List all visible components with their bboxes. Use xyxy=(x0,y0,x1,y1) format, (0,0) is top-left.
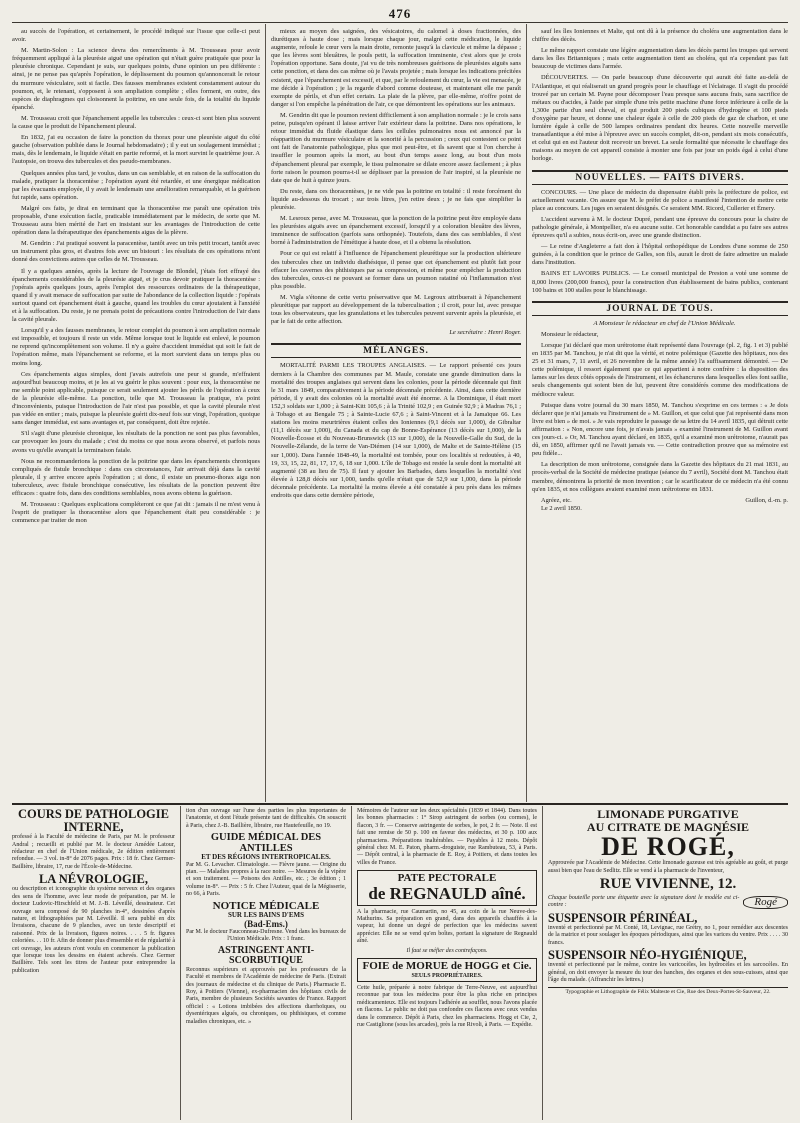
ad-text: Par M. le docteur Fauconneau-Dufresne. Vend dans les bureaux de l'Union Médicale. Prix : 1 franc. xyxy=(186,928,347,943)
ad-box-regnauld xyxy=(357,870,537,905)
ad-text: A la pharmacie, rue Caumartin, no 45, au coin de la rue Neuve-des-Mathurins. Sa préparation en grand, dans des appareils chauffés à la vapeur, lui donne un degré de perfection que les médecins savent apprécier. Elle ne se vend qu'en boîtes, portant la signature de Regnauld aîné. xyxy=(357,908,537,945)
letter-signer: Guillon, d.-m. p. xyxy=(745,496,788,504)
ad-title-cours: COURS DE PATHOLOGIE INTERNE, xyxy=(18,807,169,835)
ad-title-notice: NOTICE MÉDICALE xyxy=(212,899,320,912)
paragraph: M. Vigla s'étonne de cette vertu préservative que M. Legroux attribuerait à l'épanchement pleurétique par rapport au développement de la tuberculisation ; il croit, pour lui, avec presque tous les observateurs, que les granulations et les tubercules peuvent survenir après la pleurésie, et par le fait de cette affection. xyxy=(271,293,521,326)
paragraph: Lorsque j'ai déclaré que mon urétrotome était représenté dans l'ouvrage (pl. 2, fig. 1 et 3) publié en 1835 par M. Tanchou, je n'ai dit que la vérité, et notre polémique (Gazette des hôpitaux, nos des 25 et 31 mars, 7, 11 avril, et 26 novembre de la même année) l'a suffisamment démontré. — De cette polémique, il ressort également que ce qui appartient à notre confrère : la disposition des lames sur les deux côtés opposés de l'instrument, et les échancrures dans lesquelles elles font saillie, seuls changements qui soient bien de lui, peuvent être considérés comme des modifications de médiocre valeur. xyxy=(532,342,788,398)
ad-title-suspensoir-neo: SUSPENSOIR NÉO-HYGIÉNIQUE, xyxy=(548,948,747,963)
ad-address: RUE VIVIENNE, 12. xyxy=(599,876,737,893)
paragraph: Quelques années plus tard, je voulus, dans un cas semblable, et en raison de la suffocation du malade, pratiquer la thoracentèse ; l'opération ayant été retardée, et une énergique médication par les évacuants employée, il y avait le lendemain une amélioration remarquable, et la guérison fut rapide, sans opération. xyxy=(12,169,260,201)
paragraph: BAINS ET LAVOIRS PUBLICS. — Le conseil municipal de Preston a voté une somme de 8,000 livres (200,000 francs), pour la construction d'un établissement de bains publics, contenant 100 bains et 100 stalles pour le blanchissage. xyxy=(532,270,788,294)
section-heading-journal: JOURNAL DE TOUS. xyxy=(532,301,788,316)
paragraph: mieux au moyen des saignées, des vésicatoires, du calomel à doses fractionnées, des diurétiques à haute dose ; mais lorsque chaque jour, malgré cette médication, le liquide augmente, refoule le cœur vers la main droite, remonte jusqu'à la clavicule et même la dépasse ; que les lèvres sont bleuâtres, le pouls petit, la suffocation imminente, c'est alors que je crois l'opération opportune. Sans doute, j'ai vu de très nombreuses guérisons de pleurésies aiguës sans cette ponction, et dans des cas même où je l'avais projetée ; mais lorsque les indications précitées existent, que l'épanchement est excessif, et que, par le refoulement du cœur, la vie est menacée, je me décide à l'opération ; je la regarde d'abord comme douteuse, et maintenant elle me paraît exempte de périls, et d'un effet certain. La plaie de la plèvre, par elle-même, n'offre point de danger si l'on empêche la pénétration de l'air, ce que démontrent les opérations sur les animaux. xyxy=(271,28,521,108)
letter-date: Le 2 avril 1850. xyxy=(541,504,582,512)
column-1 xyxy=(12,28,260,528)
ad-title-nevrologie: LA NÉVROLOGIE, xyxy=(38,872,149,887)
ad-column-4 xyxy=(548,808,788,998)
ad-text: Reconnus supérieurs et approuvés par les professeurs de la Faculté et membres de l'Académie de médecine de Paris. (Extrait des journaux de médecine et du clinique de Paris.) Pharmacie E. Roy, à Poitiers (Vienne), ex-pharmacien des hôpitaux civils de Paris, membre de plusieurs Sociétés savantes de France. Rapport officiel : « Lotions imbibées des affections diarrhoïques, ou dysentériques algués, ou chroniques, ou phthisiques, et comme maladies chroniques, etc. » xyxy=(186,966,346,1025)
paragraph: Puisque dans votre journal du 30 mars 1850, M. Tanchou s'exprime en ces termes : « Je dois déclarer que je n'ai jamais vu l'instrument de » M. Guillon, et que celui que j'ai représenté dans mon livre est bien » de moi. » Je vais reproduire le passage de sa lettre du 14 avril 1835, qui détruit cette affirmation : « Non, encore une fois, je n'avais jamais » examiné l'instrument de M. Guillon avant ces jours-ci. » Or, M. Tanchou ayant déclaré, en 1835, qu'il a examiné mon urétrotome, n'aurait pas dû, en 1850, affirmer qu'il ne l'avait jamais vu. — Cette contradiction prouve que sa mémoire est peu fidèle... xyxy=(532,401,788,458)
paragraph: au succès de l'opération, et certainement, le procédé indiqué sur l'issue que celle-ci peut avoir. xyxy=(12,28,260,44)
paragraph: En 1832, j'ai eu occasion de faire la ponction du thorax pour une pleurésie aiguë du côté gauche (observation publiée dans le Journal hebdomadaire) ; il y eut un soulagement immédiat ; mais, dès le lendemain, le liquide s'était en partie reformé, et la mort survint le quatrième jour. A l'autopsie, on trouva des tubercules et des pseudo-membranes. xyxy=(12,134,260,166)
paragraph: CONCOURS. — Une place de médecin du dispensaire établi près la préfecture de police, est actuellement vacante. On assure que M. le préfet de police a manifesté l'intention de mettre cette place au concours. Les juges en seraient désignés. Ce seraient MM. Ricord, Cullerier et Émery. xyxy=(532,188,788,212)
ad-title-roge: DE ROGÉ, xyxy=(601,832,735,862)
paragraph: M. Martin-Solon : La science devra des remercîments à M. Trousseau pour avoir fréquemment appliqué à la pleurésie aiguë une opération qui n'était guère pratiquée que pour la pleurésie chronique. Cependant je suis, sur quelques points, d'une opinion un peu différente : ainsi, je ne pense pas qu'après l'opération, le déplissement du poumon qu'annoncerait le retour du murmure vésiculaire, soit si facile. Des fausses membranes existent constamment autour du poumon, et, le retenant, s'opposent à son ampliation complète ; elles forment, en outre, des espèces de diaphragmes qui cloisonnent la poitrine, en une seule fois, de la totalité du liquide épanché. xyxy=(12,47,260,111)
ad-subtitle-notice: SUR LES BAINS D'EMS xyxy=(227,911,305,920)
paragraph: M. Gendrin : J'ai pratiqué souvent la paracentèse, tantôt avec un très petit trocart, tantôt avec un instrument plus gros, et d'autres fois avec un bistouri : les résultats de ces opérations m'ont donné des convictions autres que celles de M. Trousseau. xyxy=(12,240,260,264)
ad-title-hogg: FOIE de MORUE de HOGG et Cie. xyxy=(362,960,532,973)
paragraph: Pour ce qui est relatif à l'influence de l'épanchement pleurétique sur la production ultérieure des tubercules chez un individu diathésique, il pense que cet épanchement est plutôt fait pour effacer les cavernes des phthisiques par sa compression, et même pour empêcher la production des tubercules, ceux-ci ne pouvant se former dans un poumon ratatiné où l'inflammation n'est plus possible. xyxy=(271,250,521,290)
section-heading-nouvelles: NOUVELLES. — FAITS DIVERS. xyxy=(532,170,788,185)
signature-seal: Rogé xyxy=(743,896,788,909)
ad-title-pate: PATE PECTORALE xyxy=(397,872,497,885)
ad-title-astringent: ASTRINGENT ANTI-SCORBUTIQUE xyxy=(217,944,315,967)
ad-column-2 xyxy=(186,808,346,1028)
letter-closing xyxy=(532,497,788,505)
paragraph: L'accident survenu à M. le docteur Dupré, pendant une épreuve du concours pour la chaire de pathologie générale, à Montpellier, n'a eu aucune suite. Cet honorable candidat a pu faire ses autres épreuves qu'il a subies, nous écrit-on, avec une grande distinction. xyxy=(532,215,788,240)
ad-text: Cette huile, préparée à notre fabrique de Terre-Neuve, est aujourd'hui reconnue par tous les médecins pour être la plus riche en principes médicamenteux. Elle est toujours l'adhérée au soufflet, nous l'avons placée en flacons. Le public ne doit pas confondre ces flacons avec ceux vendus dans le commerce. Dépôt à Paris, chez les pharmaciens. Hogg et Cie, 2, rue Castiglione (sous les arcades), près la rue Rivoli, à Paris. — Expédie. xyxy=(357,984,537,1028)
ad-warning: Il faut se méfier des contrefaçons. xyxy=(406,947,488,954)
ad-box-hogg xyxy=(357,958,537,982)
paragraph: S'il s'agit d'une pleurésie chronique, les résultats de la ponction ne sont pas plus favorables, car provoquer les jours du malade ; c'est du moins ce que nous avons observé, et parfois nous avons vu qu'elle avançait la terminaison fatale. xyxy=(12,430,260,454)
ad-text: Par M. G. Levacher. Climatologie. — Fièvre jaune. — Origine du pian. — Maladies propres à la race noire. — Mesures de la vipère et son traitement. — Poisons des Antilles, etc. ; 3e édition ; 1 volume in-8°. — Prix : 5 fr. Chez l'Auteur, quai de la Mégisserie, no 66, à Paris. xyxy=(186,861,346,898)
ad-text: ou description et iconographie du système nerveux et des organes des sens de l'homme, avec leur mode de préparation, par M. le docteur Ludovic-Hirschfeld et M. J.-B. Léveillé, dessinateur. Cet ouvrage sera composé de 90 planches in-4°, dessinées d'après nature, et lithographiées par M. Léveillé. Il sera publié en dix livraisons, chacune de 9 planches, avec un texte descriptif et raisonné. Prix de la livraison, figures noires. . . . 5 fr. figures coloriées. . . 10 fr. Afin de donner plus d'ensemble et de régularité à cet ouvrage, les auteurs n'ont voulu en commencer la publication que lorsque tous les dessins en étaient achevés. Chez Germer Baillière. Tels sont les titres de l'auteur pour entreprendre la publication xyxy=(12,886,175,974)
paragraph: M. Trousseau croit que l'épanchement appelle les tubercules : ceux-ci sont bien plus souvent la cause que le produit de l'épanchement pleural. xyxy=(12,114,260,131)
ad-subtitle-ems: (Bad-Ems.) xyxy=(244,918,288,929)
paragraph: La description de mon urétrotome, consignée dans la Gazette des hôpitaux du 21 mai 1831, au procès-verbal de la Société de médecine pratique (séance du 7 avril), Société dont M. Tanchou était membre, démontrera la priorité de mon invention ; car le scarificateur de ce médecin n'a été connu qu'en 1835, et nos collègues avaient examiné mon urétrotome en 1831. xyxy=(532,461,788,493)
ad-title-suspensoir-perineal: SUSPENSOIR PÉRINÉAL, xyxy=(548,910,698,925)
section-heading-melanges: MÉLANGES. xyxy=(271,343,521,358)
column-divider xyxy=(265,24,266,802)
paragraph: M. Trousseau : Quelques explications compléteront ce que j'ai dit : jamais il ne m'est venu à l'esprit de pratiquer la thoracentèse alors que l'épanchement était peu considérable : je commence par traiter de mon xyxy=(12,501,260,525)
ad-title-guide: GUIDE MÉDICAL DES ANTILLES xyxy=(210,832,322,855)
secretary-signoff: Le secrétaire : Henri Roger. xyxy=(449,329,521,337)
letter-address: A Monsieur le rédacteur en chef de l'Union Médicale. xyxy=(593,319,736,327)
ad-subtitle-guide: ET DES RÉGIONS INTERTROPICALES. xyxy=(201,853,331,862)
page-number: 476 xyxy=(388,6,412,21)
ad-title-regnauld: de REGNAULD aîné. xyxy=(368,883,526,903)
paragraph: Malgré ces faits, je dirai en terminant que la thoracentèse me paraît une opération très proposable, d'une exécution facile, praticable immédiatement par le médecin, de sorte que M. Trousseau aura bien mérité de l'art en insistant sur les avantages de l'introduction de cette opération dans la thérapeutique des épanchements aigus de la plèvre. xyxy=(12,204,260,237)
paragraph: sauf les îles Ioniennes et Malte, qui ont dû à la présence du choléra une augmentation dans le chiffre des décès. xyxy=(532,28,788,44)
column-3 xyxy=(532,28,788,513)
ad-divider xyxy=(351,806,352,1120)
ad-text: professé à la Faculté de médecine de Paris, par M. le professeur Andral ; recueilli et publié par M. le docteur Amédée Latour, rédacteur en chef de l'Union médicale, 2e édition entièrement refondue. — 3 vol. in-8° de 2076 pages. Prix : 18 fr. Chez Germer-Baillière, libraire, 17, rue de l'École-de-Médecine. xyxy=(12,834,175,870)
paragraph: M. Lesroux pense, avec M. Trousseau, que la ponction de la poitrine peut être employée dans les pleurésies aiguës avec un épanchement excessif, lorsqu'il y a coloration bleuâtre des lèvres, imminence de suffocation (parfois sans orthopnée). Toutefois, dans des cas semblables, il s'est borné à l'administration de l'émétique à haute dose, et il a obtenu la résolution. xyxy=(271,215,521,247)
ad-text: Mémoires de l'auteur sur les deux spécialités (1839 et 1844). Dans toutes les bonnes pharmacies : 1° Sirop astringent de sorbes (ou cormes), le flacon, 3 fr. — Conserve astringente de sorbes, le pot, 2 fr. — Note. Il est fait une remise de 50 p. 100 en faveur des médecins, et 30 p. 100 aux pharmaciens. Préparations inaltérables. — Payables à 12 mois. Dépôt général chez M. E. Paton, pharm.-droguiste, rue Rambuteau, 53, à Paris. — Dépôt central, à la pharmacie de E. Roy, à Poitiers, et dans toutes les villes de France. xyxy=(357,808,537,866)
paragraph: — Le reine d'Angleterre a fait don à l'hôpital orthopédique de Londres d'une somme de 250 guinées, à la condition que le prince de Galles, son fils, aurait le droit de faire admettre un malade dans l'institution. xyxy=(532,243,788,267)
ad-divider xyxy=(180,806,181,1120)
ad-subtitle-citrate: AU CITRATE DE MAGNÉSIE xyxy=(586,819,750,834)
paragraph: Il y a quelques années, après la lecture de l'ouvrage de Blondel, j'étais fort effrayé des épanchements considérables de la pleurésie aiguë, et je crus devoir pratiquer la thoracentèse : j'opérais après quelques jours, après l'emploi des ressources ordinaires de la thérapeutique, quand il y avait menace de suffocation par suite de l'abondance de la collection liquide : j'opérais surtout quand cet épanchement était à gauche, quand les troubles du cœur ajoutaient à l'anxiété et à la suffocation. Du reste, je ne prenais point de précautions contre l'introduction de l'air dans la cavité pleurale. xyxy=(12,267,260,324)
paragraph: MORTALITÉ PARMI LES TROUPES ANGLAISES. — Le rapport présenté ces jours derniers à la Chambre des communes par M. Maule, constate une grande diminution dans la mortalité des troupes anglaises qui servent dans les colonies, pour la période décennale qui finit le 31 mars 1849, comparativement à la période décennale précédente. Ainsi, dans cette dernière période, il y avait des colonies où la mortalité avait été énorme. A la Dominique, il était mort 152,3 soldats sur 1,000 ; à Saint-Kitt 105,6 ; à la Trinité 102,9 ; en Guinée 92,9 ; à Madras 76,1 ; à Tobago et au Bengale 75 ; à Sainte-Lucie 67,6 ; à Saint-Vincent et à la Jamaïque 66. Les stations les moins meurtrières étaient celles des Ioniennes (9,1 décès sur 1,000), de Gibraltar (11,1 décès sur 1,000), du Canada et du cap de Bonne-Espérance (13 décès sur 1,000), de la Nouvelle-Écosse et du Nouveau-Brunswick (13 sur 1,000), de la Nouvelle-Galle du Sud, de la Nouvelle-Zélande, de la terre de Van-Diémen (14 sur 1,000), de Malte et de Sainte-Hélène (15 sur 1,000). Dans l'année 1848-49, la mortalité est tombée, pour ces localités si redoutées, à 40, 19, 33, 15, 22, 81, 17, 17, 6, 18 sur 1,000. L'île de Tobago est restée la seule dont la mortalité ait augmenté (38 au lieu de 75). Il faut y ajouter les Barbades, dans lesquelles la mortalité s'est élevée à 128,8 décès sur 1,000, tandis qu'elle n'était que de 52,9 sur 1,000, dans la période décennale précédente. La mortalité la moins élevée a été constatée à peu près dans les mêmes endroits que dans cette dernière période, xyxy=(271,362,521,499)
paragraph: M. Gendrin dit que le poumon revient difficilement à son ampliation normale : je le crois sans peine, puisqu'en opérant il laisse arriver l'air extérieur dans la poitrine. Dans nos opérations, le retour immédiat du fluide élastique dans les cellules pulmonaires nous est annoncé par la réapparition du murmure vésiculaire et la sonorité à la percussion ; ceux qui contestent ce point ont fait de l'anatomie pathologique, plus que moi peut-être, et ils savent que si l'on cherche à insuffler le poumon après la mort, au bout d'un temps assez long, au bout d'un mois d'épanchement pleural par exemple, le tissu pulmonaire se dilate encore assez facilement ; à plus forte raison le poumon pourra-t-il se déplisser par la pression de l'air inspiré, si la pleurésie ne date que de huit à quinze jours. xyxy=(271,111,521,184)
paragraph: Du reste, dans ces thoracentèses, je ne vide pas la poitrine en totalité : il reste forcément du liquide au-dessous du trocart ; sur trois litres, j'en retire deux ; je ne fais que simplifier la pleurésie. xyxy=(271,187,521,211)
ad-text: tion d'un ouvrage sur l'une des parties les plus importantes de l'anatomie, et dont l'étude présente tant de difficultés. On souscrit à Paris, chez J.-B. Baillière, libraire, rue Hautefeuille, no 19. xyxy=(186,808,346,829)
letter-agree: Agréez, etc. xyxy=(541,496,572,504)
paragraph: Lorsqu'il y a des fausses membranes, le retour complet du poumon à son ampliation normale est impossible, et toujours il reste un vide. Même lorsque tout le liquide est enlevé, le poumon ne reprend qu'incomplètement son volume. Il n'y a guère d'accident immédiat qui soit le fait de l'opération même, mais l'épanchement se reforme, et la mort survient dans un temps plus ou moins long. xyxy=(12,327,260,367)
paragraph: Nous ne recommanderions la ponction de la poitrine que dans les épanchements chroniques compliqués de fistule bronchique : dans ces circonstances, l'air arrivait déjà dans la cavité pleurale, il y arrive encore après l'opération ; si donc, il existe un pneumo-thorax aigu non tuberculeux, avec fistule bronchique consécutive, les résultats de la ponction peuvent être efficaces : quatre fois, dans des conditions semblables, nous avons obtenu la guérison. xyxy=(12,457,260,497)
ad-divider xyxy=(542,806,543,1120)
ad-text: inventé et perfectionné par le même, contre les varicocèles, les hydrocèles et les sarcocèles. En général, on doit envoyer la mesure du tour des hanches, des organes et des sous-cuisses, ainsi que l'âge du malade. (Affranchir les lettres.) xyxy=(548,962,788,984)
ad-text: Chaque bouteille porte une étiquette avec la signature dont le modèle est ci-contre : xyxy=(548,895,740,909)
ad-column-3 xyxy=(357,808,537,1031)
ad-title-limonade: LIMONADE PURGATIVE xyxy=(597,807,739,821)
paragraph: Le même rapport constate une légère augmentation dans les décès parmi les troupes qui servent dans les îles Britanniques ; mais cette augmentation tient au choléra, qui n'a cependant pas fait beaucoup de victimes dans l'armée. xyxy=(532,47,788,71)
letter-salutation: Monsieur le rédacteur, xyxy=(541,330,599,338)
ads-rule xyxy=(12,803,788,805)
ad-text: inventé et perfectionné par M. Conté, 18, Levignac, rue Grétry, no 1, pour remédier aux descentes de la matrice et pour soulager les époques périodiques, ainsi que les varices du ventre. Prix . . . . 30 francs. xyxy=(548,924,788,946)
top-rule xyxy=(12,22,788,23)
ad-subtitle-hogg: SEULS PROPRIÉTAIRES. xyxy=(411,972,483,979)
column-2 xyxy=(271,28,521,503)
signature-row xyxy=(548,895,788,910)
paragraph: Ces épanchements aigus simples, dont j'avais autrefois une peur si grande, m'effraient aujourd'hui beaucoup moins, et je les ai vu guérir le plus souvent : pour eux, la thoracentèse ne me semble point applicable, puisque ce serait seulement ajouter les périls de l'opération à ceux de la pleurésie elle-même. La ponction, telle que M. Trousseau la pratique, n'a point d'inconvénients, puisque l'introduction de l'air n'est pas possible, et que la cavité pleurale n'est pas vidée en entier ; mais, puisque la pleurésie guérit dix-neuf fois sur vingt, l'opération, quoique sans danger immédiat, est sans avantages et, par conséquent, doit être rejetée. xyxy=(12,370,260,427)
printer-imprint: Typographie et Lithographie de Félix Malteste et Cie, Rue des Deux-Portes-St-Sauveur, 22. xyxy=(548,987,788,996)
column-divider xyxy=(526,24,527,802)
ad-text: Approuvée par l'Académie de Médecine. Cette limonade gazeuse est très agréable au goût, et purge aussi bien que l'eau de Sedlitz. Elle se vend à la pharmacie de l'inventeur, xyxy=(548,860,788,874)
ad-column-1 xyxy=(12,808,175,977)
paragraph: DÉCOUVERTES. — On parle beaucoup d'une découverte qui aurait été faite au-delà de l'Atlantique, et qui réaliserait un grand progrès pour le chauffage et l'éclairage. Il s'agit du procédé trouvé par un certain M. Payne pour décomposer l'eau presque sans aucuns frais, sans sacrifice de métaux ou d'acides, à l'aide par simple d'une très petite machine d'une force inférieure à celle de la 1,300e partie d'un seul cheval, et qui produit 200 pieds cubiques d'hydrogène et 100 pieds d'oxygène par heure, et donne une chaleur égale à celle de 200 pieds de gaz de charbon, et une lumière égale à celle de 500 lampes ordinaires pendant dix heures. Cette nouvelle merveille transatlantique a été mise à l'épreuve avec un succès complet, dit-on, pendant six mois consécutifs, et celui qui en est l'auteur doit recevoir un brevet. La seule formalité que nécessite le chauffage des maisons au moyen de cet appareil consiste à monter une fois par jour un poids égal à celui d'une horloge. xyxy=(532,74,788,163)
